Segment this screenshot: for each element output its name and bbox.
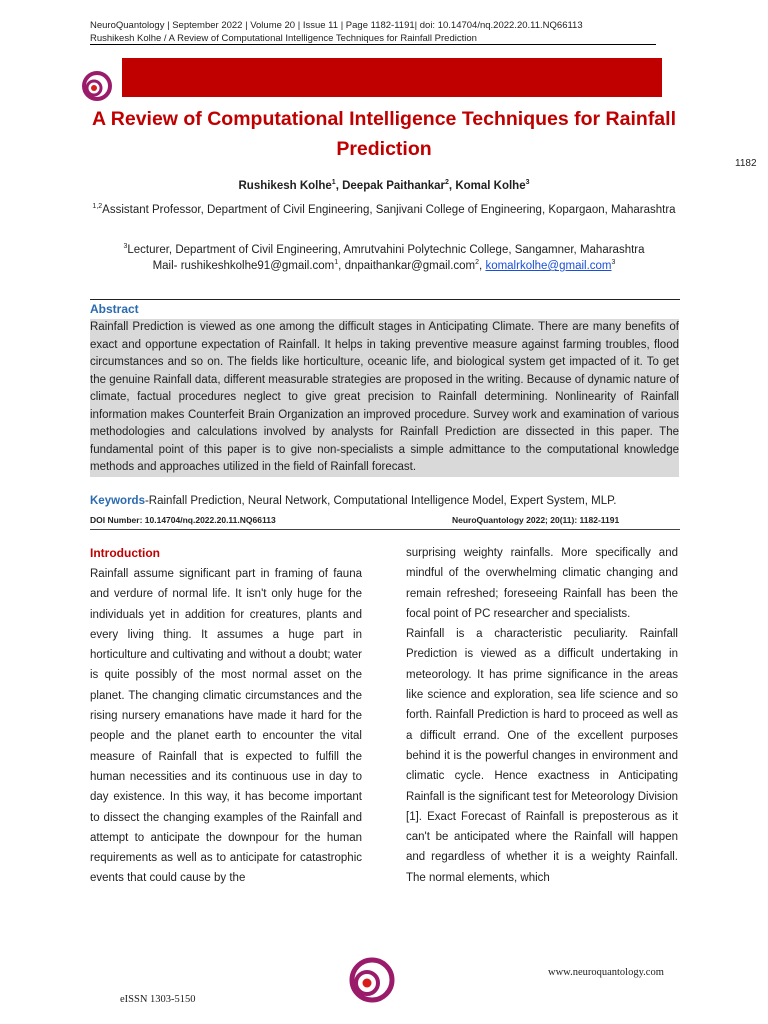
paragraph: Rainfall assume significant part in framing of fauna and verdure of normal life. It isn't only huge for the individuals yet in addition for creatures, plants and every living thing. It assumes a huge part in horticulture and cultivating and without a doubt; water is quite possibly of the most normal asset on the planet. The changing climatic circumstances and the rising nursery emanations have made it hard for the people and the planet earth to encounter the vital measure of Rainfall that is expected to fulfill the human necessities and its continuous use in day to day existence. In this way, it has become important to dissect the changing examples of the Rainfall and attempt to anticipate the downpour for the human requirements as well as to anticipate for catastrophic events that could cause by the: [90, 568, 362, 885]
affiliation: [90, 200, 678, 220]
journal-logo-icon: [80, 69, 114, 103]
affiliation-text: Assistant Professor, Department of Civil Engineering, Sanjivani College of Engineering, Kopargaon, Maharashtra: [102, 204, 676, 216]
issn: eISSN 1303-5150: [120, 994, 196, 1005]
abstract-heading: Abstract: [90, 302, 139, 316]
keywords-line: [90, 495, 680, 507]
affiliation-text: Lecturer, Department of Civil Engineering, Amrutvahini Polytechnic College, Sangamner, Maharashtra: [127, 244, 645, 256]
abstract-text: Rainfall Prediction is viewed as one among the difficult stages in Anticipating Climate. There are many benefits of exact and opportune expectation of Rainfall. It helps in taking preventive measure against farming troubles, flood circumstances and so on. The fields like horticulture, oceanic life, and biological system get impacted of it. To get the genuine Rainfall data, different measurable strategies are proposed in the writing. Because of dynamic nature of climate, factual procedures neglect to give great precision to Rainfall determining. Nonlinearity of Rainfall information makes Counterfeit Brain Organization an improved procedure. Survey work and examination of various methodologies and calculations involved by analysts for Rainfall Prediction are dissected in this paper. The fundamental point of this paper is to give non-specialists a simple admittance to the computational knowledge methods and approaches utilized in the field of Rainfall forecast.: [90, 319, 679, 477]
footer-logo-icon: [345, 955, 397, 1005]
author-name: Komal Kolhe: [455, 180, 526, 192]
section-heading-introduction: Introduction: [90, 546, 160, 560]
citation: NeuroQuantology 2022; 20(11): 1182-1191: [452, 515, 620, 525]
author-sup: 3: [525, 179, 530, 187]
email-1: rushikeshkolhe91@gmail.com: [180, 260, 335, 272]
paragraph: Rainfall is a characteristic peculiarity. Rainfall Prediction is viewed as a difficult undertaking in meteorology. It has prime significance in the areas like science and exploration, sea life science and so forth. Rainfall Prediction is hard to proceed as well as a difficult errand. One of the excellent purposes behind it is the powerful changes in environment and climatic cycle. Hence exactness in Anticipating Rainfall is the significant test for Meteorology Division [1]. Exact Forecast of Rainfall is preposterous as it can't be anticipated where the Rainfall will happen and regardless of whether it is a weighty Rainfall. The normal elements, which: [406, 628, 678, 884]
keywords-text: -Rainfall Prediction, Neural Network, Computational Intelligence Model, Expert System, MLP.: [144, 495, 617, 507]
header-divider: [90, 44, 656, 45]
doi-number: DOI Number: 10.14704/nq.2022.20.11.NQ66113: [90, 515, 276, 525]
email-line: Mail- rushikeshkolhe91@gmail.com$^1$, dnpaithankar@gmail.com$^2$, komalrkolhe@gmail.com$^3$: [152, 259, 616, 272]
author-sup: 2: [445, 179, 449, 187]
affiliation-sup: 3: [123, 243, 128, 251]
body-column-left: [90, 564, 362, 889]
paragraph: surprising weighty rainfalls. More specifically and mindful of the overwhelming climatic changing and remain refreshed; foreseeing Rainfall has been the focal point of PC researcher and specialists.: [406, 547, 678, 620]
author-sup: 1: [331, 179, 336, 187]
email-prefix: Mail-: [152, 260, 181, 272]
journal-header-line: NeuroQuantology | September 2022 | Volume 20 | Issue 11 | Page 1182-1191| doi: 10.14704/nq.2022.20.11.NQ66113: [90, 20, 583, 31]
keywords-label: Keywords: [90, 495, 145, 507]
email-sup: 1: [334, 259, 339, 267]
abstract-divider: [90, 299, 680, 300]
author-name: Rushikesh Kolhe: [238, 180, 332, 192]
journal-website: www.neuroquantology.com: [548, 967, 664, 978]
running-title: Rushikesh Kolhe / A Review of Computational Intelligence Techniques for Rainfall Prediction: [90, 33, 477, 44]
paper-title: A Review of Computational Intelligence Techniques for Rainfall Prediction: [92, 108, 676, 160]
email-2: dnpaithankar@gmail.com: [344, 260, 476, 272]
affiliation-sup: 1,2: [92, 203, 103, 211]
affiliation: [90, 240, 678, 260]
author-list: Rushikesh Kolhe$^1$, Deepak Paithankar$^2$, Komal Kolhe$^3$: [238, 179, 530, 192]
page-number: 1182: [735, 158, 757, 169]
body-column-right: [406, 543, 678, 888]
title-banner: [122, 58, 662, 97]
doi-divider: [90, 529, 680, 530]
email-3-link[interactable]: komalrkolhe@gmail.com: [485, 260, 612, 272]
author-name: Deepak Paithankar: [342, 180, 446, 192]
email-sup: 2: [475, 259, 480, 267]
email-sup: 3: [611, 259, 616, 267]
